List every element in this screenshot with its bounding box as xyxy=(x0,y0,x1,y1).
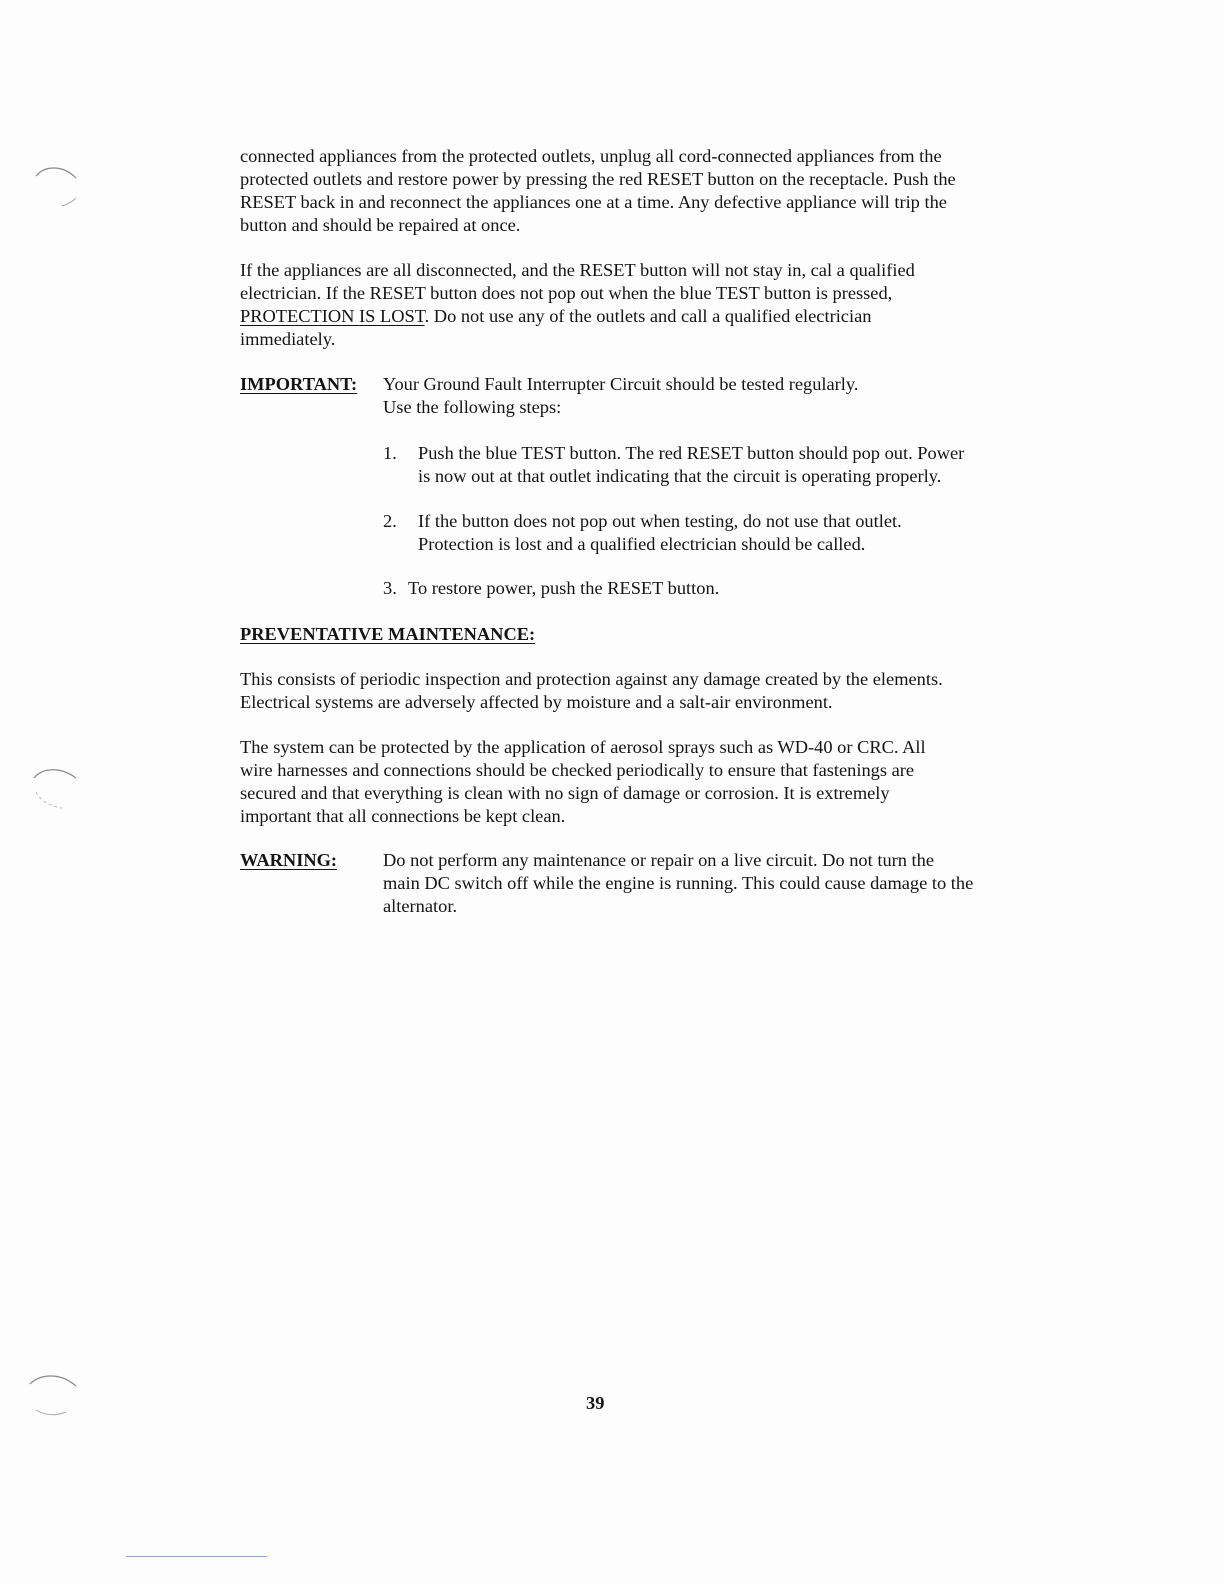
page-number: 39 xyxy=(586,1393,605,1413)
maintenance-paragraph-1 xyxy=(240,668,1030,714)
maintenance-line: Electrical systems are adversely affected by moisture and a salt-air environment. xyxy=(240,692,833,712)
intro-paragraph xyxy=(240,145,1030,237)
step-number: 1. xyxy=(383,443,397,463)
step-number: 2. xyxy=(383,511,397,531)
maintenance-line: wire harnesses and connections should be checked periodically to ensure that fastenings are xyxy=(240,760,915,780)
maintenance-line: This consists of periodic inspection and protection against any damage created by the elements. xyxy=(240,669,943,689)
warning-line: alternator. xyxy=(383,896,458,916)
step-line: To restore power, push the RESET button. xyxy=(408,578,720,598)
important-line: Use the following steps: xyxy=(383,397,562,417)
reset-line-rest: . Do not use any of the outlets and call a qualified electrician xyxy=(424,306,872,326)
step-line: Protection is lost and a qualified electrician should be called. xyxy=(418,534,866,554)
punch-hole-icon xyxy=(22,150,84,212)
maintenance-line: The system can be protected by the application of aerosol sprays such as WD-40 or CRC. All xyxy=(240,737,926,757)
step-line: If the button does not pop out when testing, do not use that outlet. xyxy=(418,511,902,531)
protection-lost-text: PROTECTION IS LOST xyxy=(240,306,425,326)
step-line: is now out at that outlet indicating that the circuit is operating properly. xyxy=(418,466,942,486)
warning-label: WARNING: xyxy=(240,850,338,870)
maintenance-line: important that all connections be kept clean. xyxy=(240,806,566,826)
important-line: Your Ground Fault Interrupter Circuit should be tested regularly. xyxy=(383,374,859,394)
intro-line: connected appliances from the protected outlets, unplug all cord-connected appliances from the xyxy=(240,146,942,166)
maintenance-paragraph-2 xyxy=(240,736,1030,828)
reset-line: electrician. If the RESET button does not pop out when the blue TEST button is pressed, xyxy=(240,283,893,303)
reset-line: If the appliances are all disconnected, and the RESET button will not stay in, cal a qualified xyxy=(240,260,915,280)
reset-paragraph xyxy=(240,259,1030,351)
intro-line: button and should be repaired at once. xyxy=(240,215,521,235)
intro-line: RESET back in and reconnect the appliances one at a time. Any defective appliance will trip the xyxy=(240,192,947,212)
warning-line: Do not perform any maintenance or repair on a live circuit. Do not turn the xyxy=(383,850,935,870)
step-line: Push the blue TEST button. The red RESET button should pop out. Power xyxy=(418,443,965,463)
warning-line: main DC switch off while the engine is running. This could cause damage to the xyxy=(383,873,974,893)
maintenance-heading: PREVENTATIVE MAINTENANCE: xyxy=(240,624,536,644)
reset-line: immediately. xyxy=(240,329,336,349)
step-item xyxy=(418,442,964,488)
punch-hole-icon xyxy=(22,752,84,814)
maintenance-line: secured and that everything is clean with no sign of damage or corrosion. It is extremely xyxy=(240,783,890,803)
intro-line: protected outlets and restore power by pressing the red RESET button on the receptacle. Push the xyxy=(240,169,956,189)
step-item xyxy=(408,577,719,600)
step-item xyxy=(418,510,902,556)
punch-hole-icon xyxy=(22,1358,84,1420)
reset-line xyxy=(240,305,1030,328)
step-number: 3. xyxy=(383,578,397,598)
important-label: IMPORTANT: xyxy=(240,374,358,394)
warning-body xyxy=(383,849,1043,918)
important-body xyxy=(383,373,1043,419)
scan-edge-line xyxy=(126,1556,267,1557)
